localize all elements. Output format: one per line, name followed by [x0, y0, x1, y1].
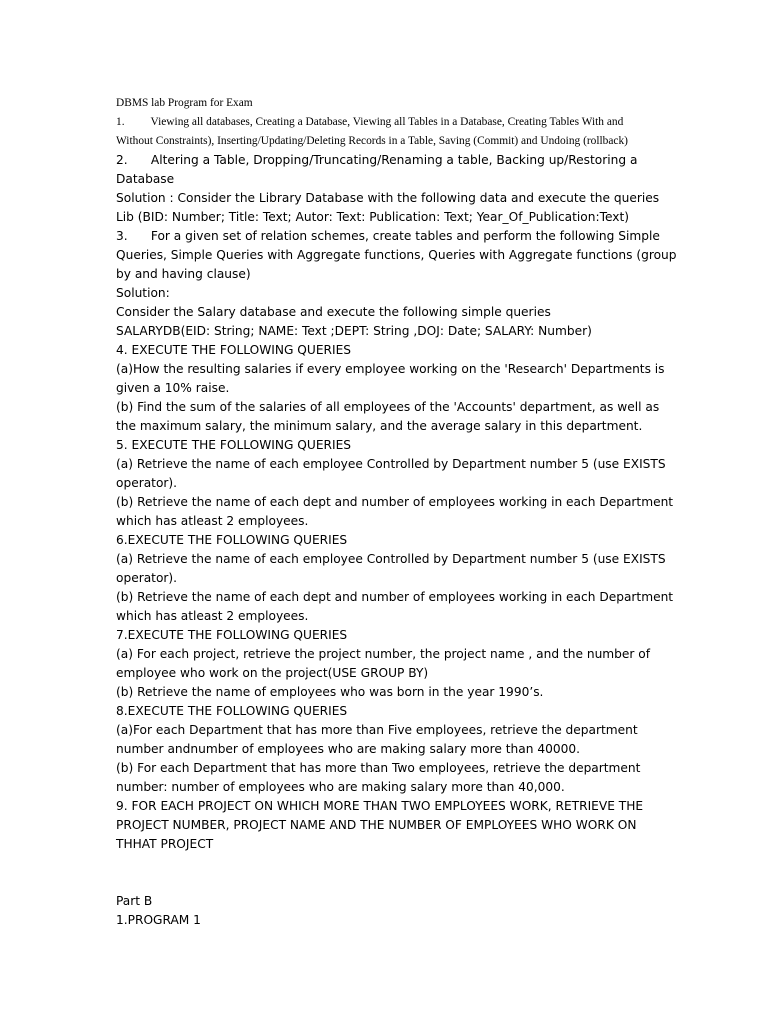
document-title: DBMS lab Program for Exam	[116, 97, 253, 109]
document-line: (b) For each Department that has more than Two employees, retrieve the department	[116, 761, 641, 775]
document-line: 5. EXECUTE THE FOLLOWING QUERIES	[116, 438, 352, 452]
document-line: (a) Retrieve the name of each employee Controlled by Department number 5 (use EXISTS	[116, 552, 666, 566]
document-line: (b) Retrieve the name of each dept and number of employees working in each Department	[116, 495, 674, 509]
document-line: by and having clause)	[116, 267, 251, 281]
document-line: 3. For a given set of relation schemes, create tables and perform the following Simple	[116, 229, 660, 243]
document-line: given a 10% raise.	[116, 381, 230, 395]
document-line: the maximum salary, the minimum salary, and the average salary in this department.	[116, 419, 643, 433]
document-line: SALARYDB(EID: String; NAME: Text ;DEPT: String ,DOJ: Date; SALARY: Number)	[116, 324, 592, 338]
document-line: Solution : Consider the Library Database with the following data and execute the queries	[116, 191, 660, 205]
document-line: operator).	[116, 476, 178, 490]
item-1-line-2: Without Constraints), Inserting/Updating/Deleting Records in a Table, Saving (Commit) and Undoing (rollback)	[116, 135, 628, 147]
document-line: which has atleast 2 employees.	[116, 609, 309, 623]
document-line: 2. Altering a Table, Dropping/Truncating/Renaming a table, Backing up/Restoring a	[116, 153, 638, 167]
document-line: Database	[116, 172, 175, 186]
document-line: PROJECT NUMBER, PROJECT NAME AND THE NUMBER OF EMPLOYEES WHO WORK ON	[116, 818, 637, 832]
document-line: operator).	[116, 571, 178, 585]
document-line: (a) Retrieve the name of each employee Controlled by Department number 5 (use EXISTS	[116, 457, 666, 471]
document-page	[116, 94, 677, 930]
document-line: THHAT PROJECT	[116, 837, 214, 851]
document-line: number andnumber of employees who are making salary more than 40000.	[116, 742, 580, 756]
document-line: 6.EXECUTE THE FOLLOWING QUERIES	[116, 533, 348, 547]
document-line: (b) Find the sum of the salaries of all employees of the 'Accounts' department, as well as	[116, 400, 660, 414]
document-line: number: number of employees who are making salary more than 40,000.	[116, 780, 565, 794]
document-line: 9. FOR EACH PROJECT ON WHICH MORE THAN TWO EMPLOYEES WORK, RETRIEVE THE	[116, 799, 644, 813]
part-b-heading: Part B	[116, 894, 153, 908]
document-line: (a) For each project, retrieve the project number, the project name , and the number of	[116, 647, 651, 661]
document-line: 4. EXECUTE THE FOLLOWING QUERIES	[116, 343, 352, 357]
document-line: Solution:	[116, 286, 170, 300]
document-line: which has atleast 2 employees.	[116, 514, 309, 528]
document-line: Consider the Salary database and execute the following simple queries	[116, 305, 551, 319]
document-line: (b) Retrieve the name of employees who was born in the year 1990’s.	[116, 685, 544, 699]
document-line: (a)How the resulting salaries if every employee working on the 'Research' Departments is	[116, 362, 665, 376]
program-1-heading: 1.PROGRAM 1	[116, 913, 201, 927]
document-body	[116, 151, 677, 854]
document-line: employee who work on the project(USE GROUP BY)	[116, 666, 429, 680]
item-1-line-1	[116, 113, 661, 132]
item-1-number: 1.	[116, 116, 125, 128]
document-line: Queries, Simple Queries with Aggregate functions, Queries with Aggregate functions (group	[116, 248, 677, 262]
document-line: (a)For each Department that has more than Five employees, retrieve the department	[116, 723, 638, 737]
document-line: 7.EXECUTE THE FOLLOWING QUERIES	[116, 628, 348, 642]
document-line: Lib (BID: Number; Title: Text; Autor: Text: Publication: Text; Year_Of_Publication:Text)	[116, 210, 629, 224]
document-line: 8.EXECUTE THE FOLLOWING QUERIES	[116, 704, 348, 718]
document-line: (b) Retrieve the name of each dept and number of employees working in each Department	[116, 590, 674, 604]
item-1-text: Viewing all databases, Creating a Database, Viewing all Tables in a Database, Creating Tables With and	[150, 116, 624, 128]
